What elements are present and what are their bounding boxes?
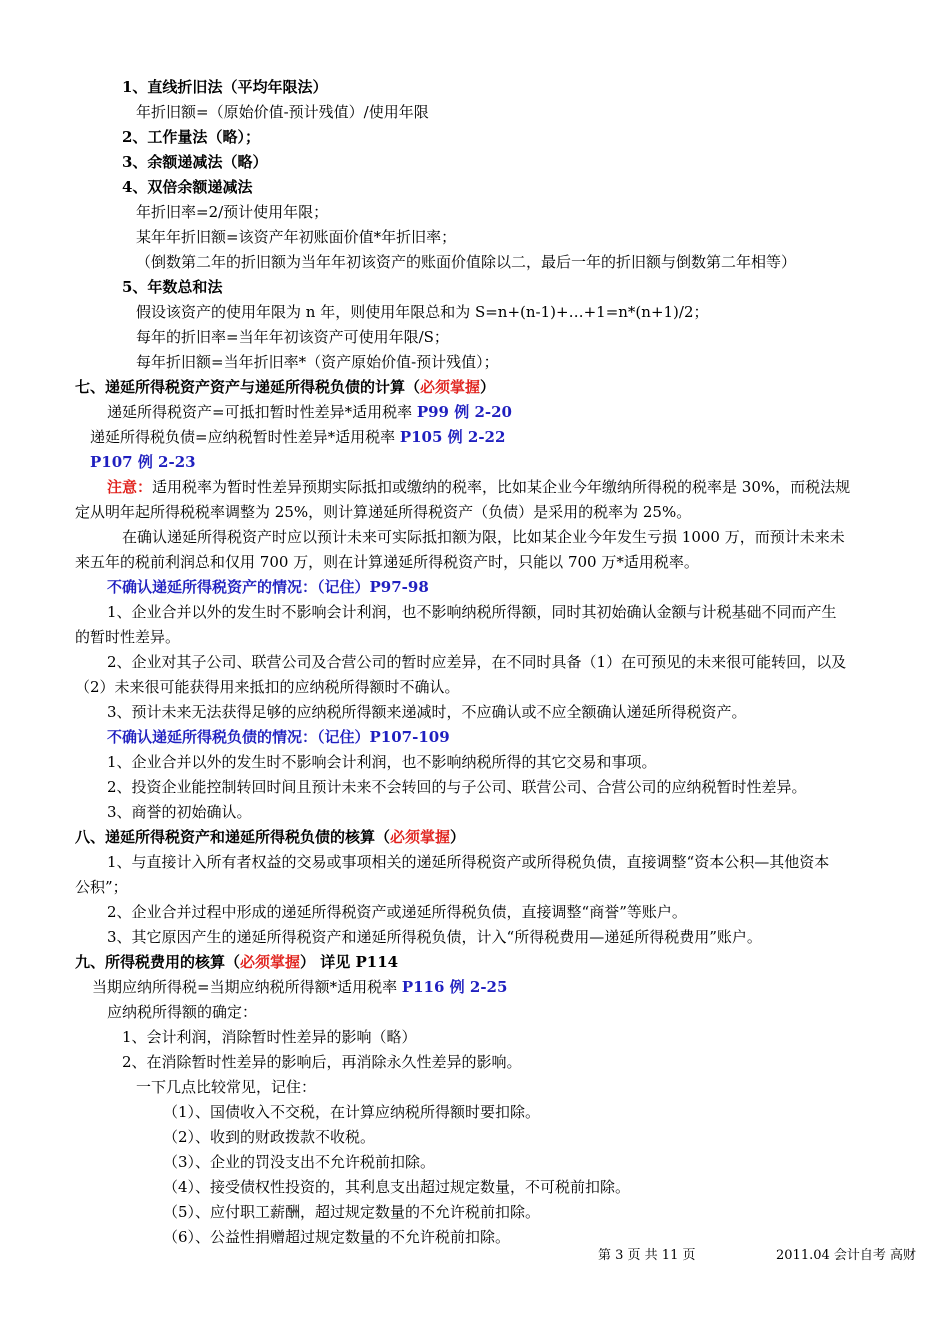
method-5-sum: 假设该资产的使用年限为 n 年，则使用年限总和为 S=n+(n-1)+…+1=n*(n+1)/2；: [136, 303, 709, 321]
taxable-income-step-1: 1、会计利润，消除暂时性差异的影响（略）: [122, 1028, 417, 1046]
asset-exception-1a: 1、企业合并以外的发生时不影响会计利润，也不影响纳税所得额，同时其初始确认金额与计税基础不同而产生: [107, 603, 837, 621]
method-1-formula: 年折旧额=（原始价值-预计残值）/使用年限: [136, 103, 429, 121]
common-item-1: （1）、国债收入不交税，在计算应纳税所得额时要扣除。: [163, 1103, 541, 1121]
section-8-item-1a: 1、与直接计入所有者权益的交易或事项相关的递延所得税资产或所得税负债，直接调整“资本公积—其他资本: [107, 853, 830, 871]
method-5-amount: 每年折旧额=当年折旧率*（资产原始价值-预计残值）；: [136, 353, 499, 371]
section-8-item-1b: 公积”；: [75, 878, 128, 896]
asset-exception-2a: 2、企业对其子公司、联营公司及合营公司的暂时应差异，在不同时具备（1）在可预见的未来很可能转回，以及: [107, 653, 847, 671]
asset-exception-1b: 的暂时性差异。: [75, 628, 181, 646]
paragraph-line-2: 来五年的税前利润总和仅用 700 万，则在计算递延所得税资产时，只能以 700 万*适用税率。: [75, 553, 699, 571]
taxable-income-heading: 应纳税所得额的确定：: [107, 1003, 258, 1021]
method-5-rate: 每年的折旧率=当年年初该资产可使用年限/S；: [136, 328, 449, 346]
common-items-intro: 一下几点比较常见，记住：: [136, 1078, 317, 1096]
common-item-4: （4）、接受债权性投资的，其利息支出超过规定数量，不可税前扣除。: [163, 1178, 631, 1196]
footer-page-number: 第 3 页 共 11 页: [598, 1248, 696, 1263]
common-item-3: （3）、企业的罚没支出不允许税前扣除。: [163, 1153, 436, 1171]
note-line-1: 注意：适用税率为暂时性差异预期实际抵扣或缴纳的税率，比如某企业今年缴纳所得税的税率是 30%，而税法规: [107, 478, 851, 496]
paragraph-line-1: 在确认递延所得税资产时应以预计未来可实际抵扣额为限，比如某企业今年发生亏损 1000 万，而预计未来未: [122, 528, 845, 546]
common-item-6: （6）、公益性捐赠超过规定数量的不允许税前扣除。: [163, 1228, 511, 1246]
asset-exception-3: 3、预计未来无法获得足够的应纳税所得额来递减时，不应确认或不应全额确认递延所得税资产。: [107, 703, 747, 721]
liability-exception-3: 3、商誉的初始确认。: [107, 803, 252, 821]
note-line-2: 定从明年起所得税税率调整为 25%，则计算递延所得税资产（负债）是采用的税率为 25%。: [75, 503, 692, 521]
deferred-tax-liability-formula: 递延所得税负债=应纳税暂时性差异*适用税率 P105 例 2-22: [90, 428, 506, 446]
method-4-heading: 4、双倍余额递减法: [122, 178, 253, 196]
section-7-heading: 七、递延所得税资产资产与递延所得税负债的计算（必须掌握）: [75, 378, 496, 396]
method-4-note: （倒数第二年的折旧额为当年年初该资产的账面价值除以二，最后一年的折旧额与倒数第二年相等）: [136, 253, 797, 271]
subheading-asset-exceptions: 不确认递延所得税资产的情况：（记住）P97-98: [107, 578, 429, 596]
method-4-rate: 年折旧率=2/预计使用年限；: [136, 203, 329, 221]
section-8-item-3: 3、其它原因产生的递延所得税资产和递延所得税负债，计入“所得税费用—递延所得税费用”账户。: [107, 928, 762, 946]
current-tax-formula: 当期应纳所得税=当期应纳税所得额*适用税率 P116 例 2-25: [92, 978, 508, 996]
section-8-item-2: 2、企业合并过程中形成的递延所得税资产或递延所得税负债，直接调整“商誉”等账户。: [107, 903, 687, 921]
liability-exception-1: 1、企业合并以外的发生时不影响会计利润，也不影响纳税所得的其它交易和事项。: [107, 753, 657, 771]
section-8-heading: 八、递延所得税资产和递延所得税负债的核算（必须掌握）: [75, 828, 466, 846]
asset-exception-2b: （2）未来很可能获得用来抵扣的应纳税所得额时不确认。: [75, 678, 460, 696]
method-3-heading: 3、余额递减法（略）: [122, 153, 268, 171]
section-9-heading: 九、所得税费用的核算（必须掌握） 详见 P114: [75, 953, 399, 971]
common-item-2: （2）、收到的财政拨款不收税。: [163, 1128, 376, 1146]
common-item-5: （5）、应付职工薪酬，超过规定数量的不允许税前扣除。: [163, 1203, 541, 1221]
method-4-amount: 某年年折旧额=该资产年初账面价值*年折旧率；: [136, 228, 457, 246]
subheading-liability-exceptions: 不确认递延所得税负债的情况：（记住）P107-109: [107, 728, 450, 746]
method-1-heading: 1、直线折旧法（平均年限法）: [122, 78, 328, 96]
footer-course-label: 2011.04 会计自考 高财: [776, 1248, 917, 1263]
method-5-heading: 5、年数总和法: [122, 278, 223, 296]
liability-exception-2: 2、投资企业能控制转回时间且预计未来不会转回的与子公司、联营公司、合营公司的应纳税暂时性差异。: [107, 778, 807, 796]
taxable-income-step-2: 2、在消除暂时性差异的影响后，再消除永久性差异的影响。: [122, 1053, 522, 1071]
method-2-heading: 2、工作量法（略）；: [122, 128, 260, 146]
deferred-tax-asset-formula: 递延所得税资产=可抵扣暂时性差异*适用税率 P99 例 2-20: [107, 403, 512, 421]
example-reference: P107 例 2-23: [90, 453, 196, 471]
